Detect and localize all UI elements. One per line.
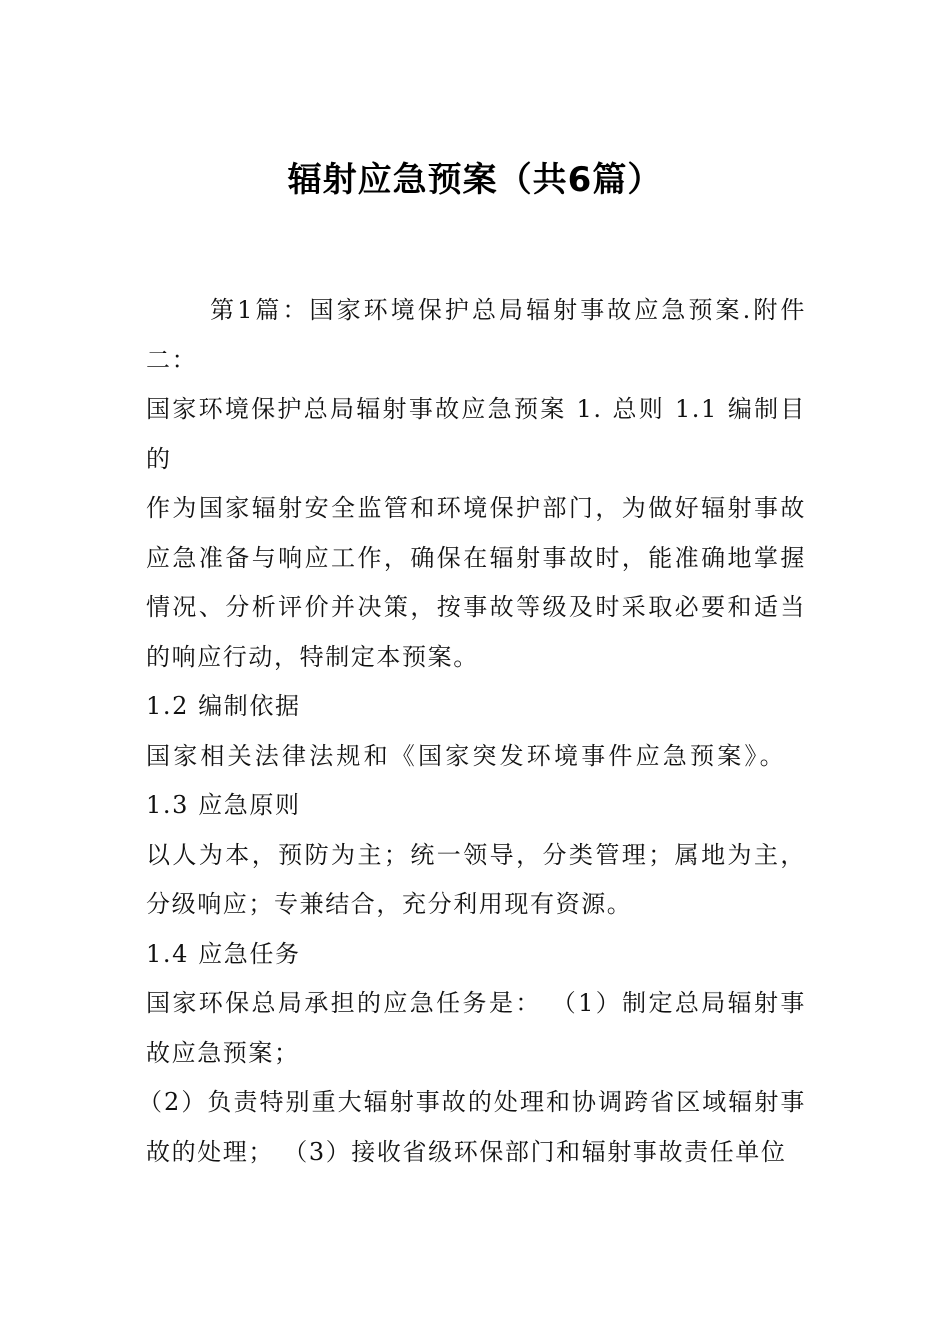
document-body <box>138 286 806 1177</box>
section-heading-1-2: 1.2 编制依据 <box>146 692 301 720</box>
section-heading-1-4: 1.4 应急任务 <box>146 939 301 968</box>
document-title: 辐射应急预案（共6篇） <box>287 160 663 200</box>
paragraph-tasks: 国家环保总局承担的应急任务是： （1）制定总局辐射事故应急预案； <box>146 989 806 1067</box>
paragraph-basis: 国家相关法律法规和《国家突发环境事件应急预案》。 <box>146 741 787 770</box>
paragraph-part1-heading: 第1篇：国家环境保护总局辐射事故应急预案.附件二： <box>146 296 806 374</box>
paragraph-purpose: 作为国家辐射安全监管和环境保护部门，为做好辐射事故应急准备与响应工作，确保在辐射事故时，能准确地掌握情况、分析评价并决策，按事故等级及时采取必要和适当的响应行动，特制定本预案。 <box>146 494 806 671</box>
paragraph-principles: 以人为本，预防为主；统一领导，分类管理；属地为主，分级响应；专兼结合，充分利用现有资源。 <box>146 840 806 918</box>
paragraph-tasks-continued: （2）负责特别重大辐射事故的处理和协调跨省区域辐射事故的处理； （3）接收省级环保部门和辐射事故责任单位 <box>138 1088 806 1166</box>
paragraph-general-section: 国家环境保护总局辐射事故应急预案 1. 总则 1.1 编制目的 <box>146 395 806 473</box>
section-heading-1-3: 1.3 应急原则 <box>146 791 301 819</box>
